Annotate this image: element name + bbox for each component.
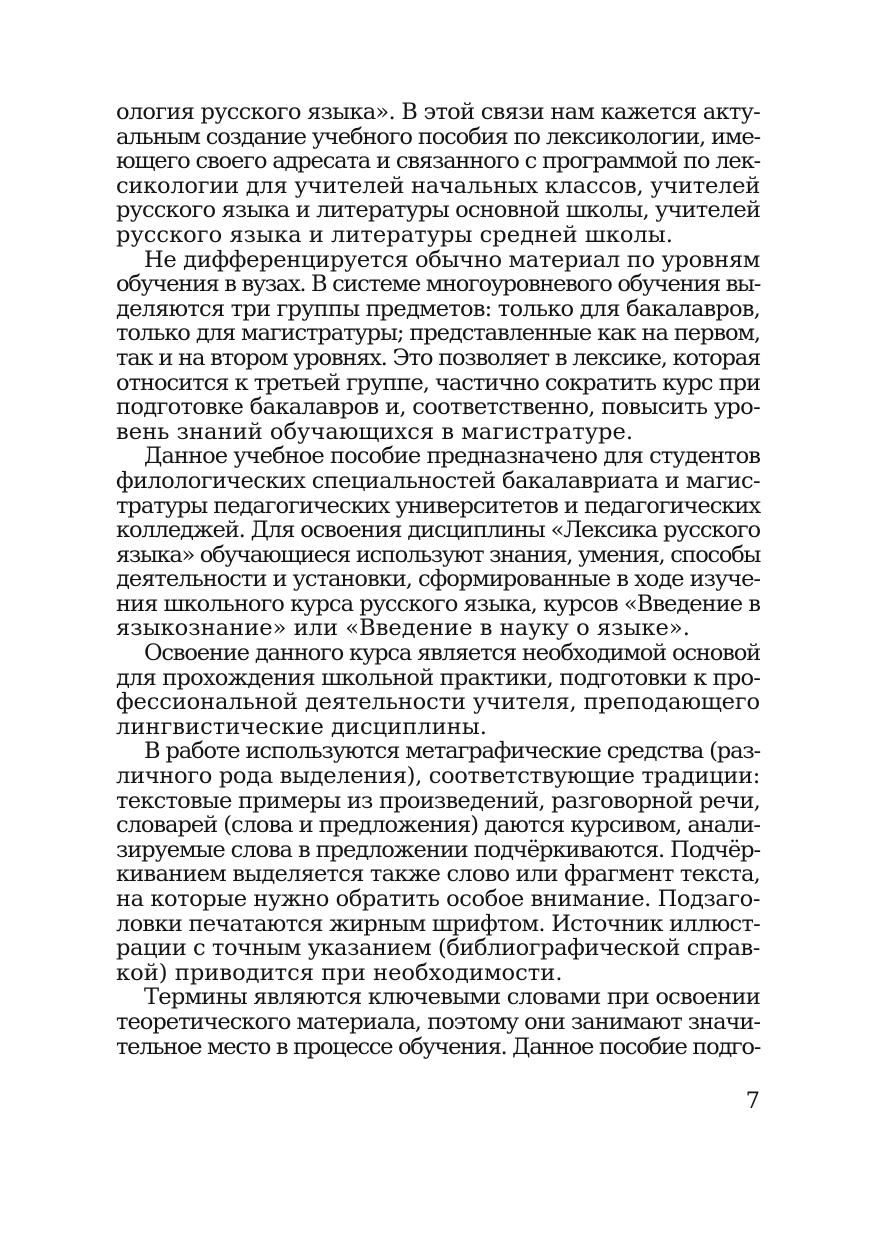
text-line: тельное место в процессе обучения. Данное пособие подго- (116, 1033, 760, 1060)
text-line: Освоение данного курса является необходимой основой (144, 640, 760, 667)
text-line: словарей (слова и предложения) даются курсивом, анали- (116, 812, 760, 839)
text-line: филологических специальностей бакалавриата и магис- (116, 467, 760, 494)
text-line: относится к третьей группе, частично сократить курс при (116, 369, 760, 396)
text-line: вень знаний обучающихся в магистратуре. (116, 418, 634, 445)
page-number: 7 (745, 1088, 760, 1114)
text-line: кой) приводится при необходимости. (116, 959, 563, 986)
text-line: тратуры педагогических университетов и педагогических (116, 492, 760, 519)
text-line: языкознание» или «Введение в науку о языке». (116, 615, 690, 642)
text-line: русского языка и литературы средней школы. (116, 221, 673, 248)
text-line: ния школьного курса русского языка, курсов «Введение в (116, 590, 760, 617)
text-line: на которые нужно обратить особое внимание. Подзаго- (116, 886, 760, 912)
text-line: киванием выделяется также слово или фрагмент текста, (116, 861, 760, 888)
text-line: ющего своего адресата и связанного с программой по лек- (116, 148, 760, 175)
body-text (116, 100, 760, 1059)
text-line: лингвистические дисциплины. (116, 713, 487, 740)
text-line: Данное учебное пособие предназначено для студентов (144, 443, 760, 470)
text-line: Не дифференцируется обычно материал по уровням (144, 246, 760, 273)
text-line: обучения в вузах. В системе многоуровневого обучения вы- (116, 271, 760, 298)
text-line: зируемые слова в предложении подчёркиваются. Подчёр- (116, 836, 760, 863)
text-line: деятельности и установки, сформированные в ходе изуче- (116, 566, 760, 593)
text-line: колледжей. Для освоения дисциплины «Лексика русского (116, 517, 760, 544)
text-line: альным создание учебного пособия по лексикологии, име- (116, 123, 760, 150)
text-line: подготовке бакалавров и, соответственно, повысить уро- (116, 394, 760, 421)
text-line: фессиональной деятельности учителя, преподающего (116, 689, 760, 716)
text-line: Термины являются ключевыми словами при освоении (144, 984, 760, 1011)
text-line: В работе используются метаграфические средства (раз- (144, 738, 760, 765)
text-line: для прохождения школьной практики, подготовки к про- (116, 664, 761, 691)
text-line: ловки печатаются жирным шрифтом. Источник иллюст- (116, 910, 760, 937)
text-line: личного рода выделения), соответствующие традиции: (116, 763, 760, 790)
text-line: языка» обучающиеся используют знания, умения, способы (116, 541, 761, 568)
text-line: ология русского языка». В этой связи нам кажется акту- (116, 99, 760, 125)
text-line: рации с точным указанием (библиографической справ- (116, 935, 760, 962)
text-line: теоретического материала, поэтому они занимают значи- (116, 1008, 760, 1035)
text-line: русского языка и литературы основной школы, учителей (116, 197, 760, 224)
text-line: деляются три группы предметов: только для бакалавров, (116, 295, 760, 322)
text-line: текстовые примеры из произведений, разговорной речи, (116, 787, 760, 814)
text-line: сикологии для учителей начальных классов, учителей (116, 172, 760, 199)
text-line: только для магистратуры; представленные как на первом, (116, 320, 760, 347)
text-line: так и на втором уровнях. Это позволяет в лексике, которая (116, 344, 760, 371)
